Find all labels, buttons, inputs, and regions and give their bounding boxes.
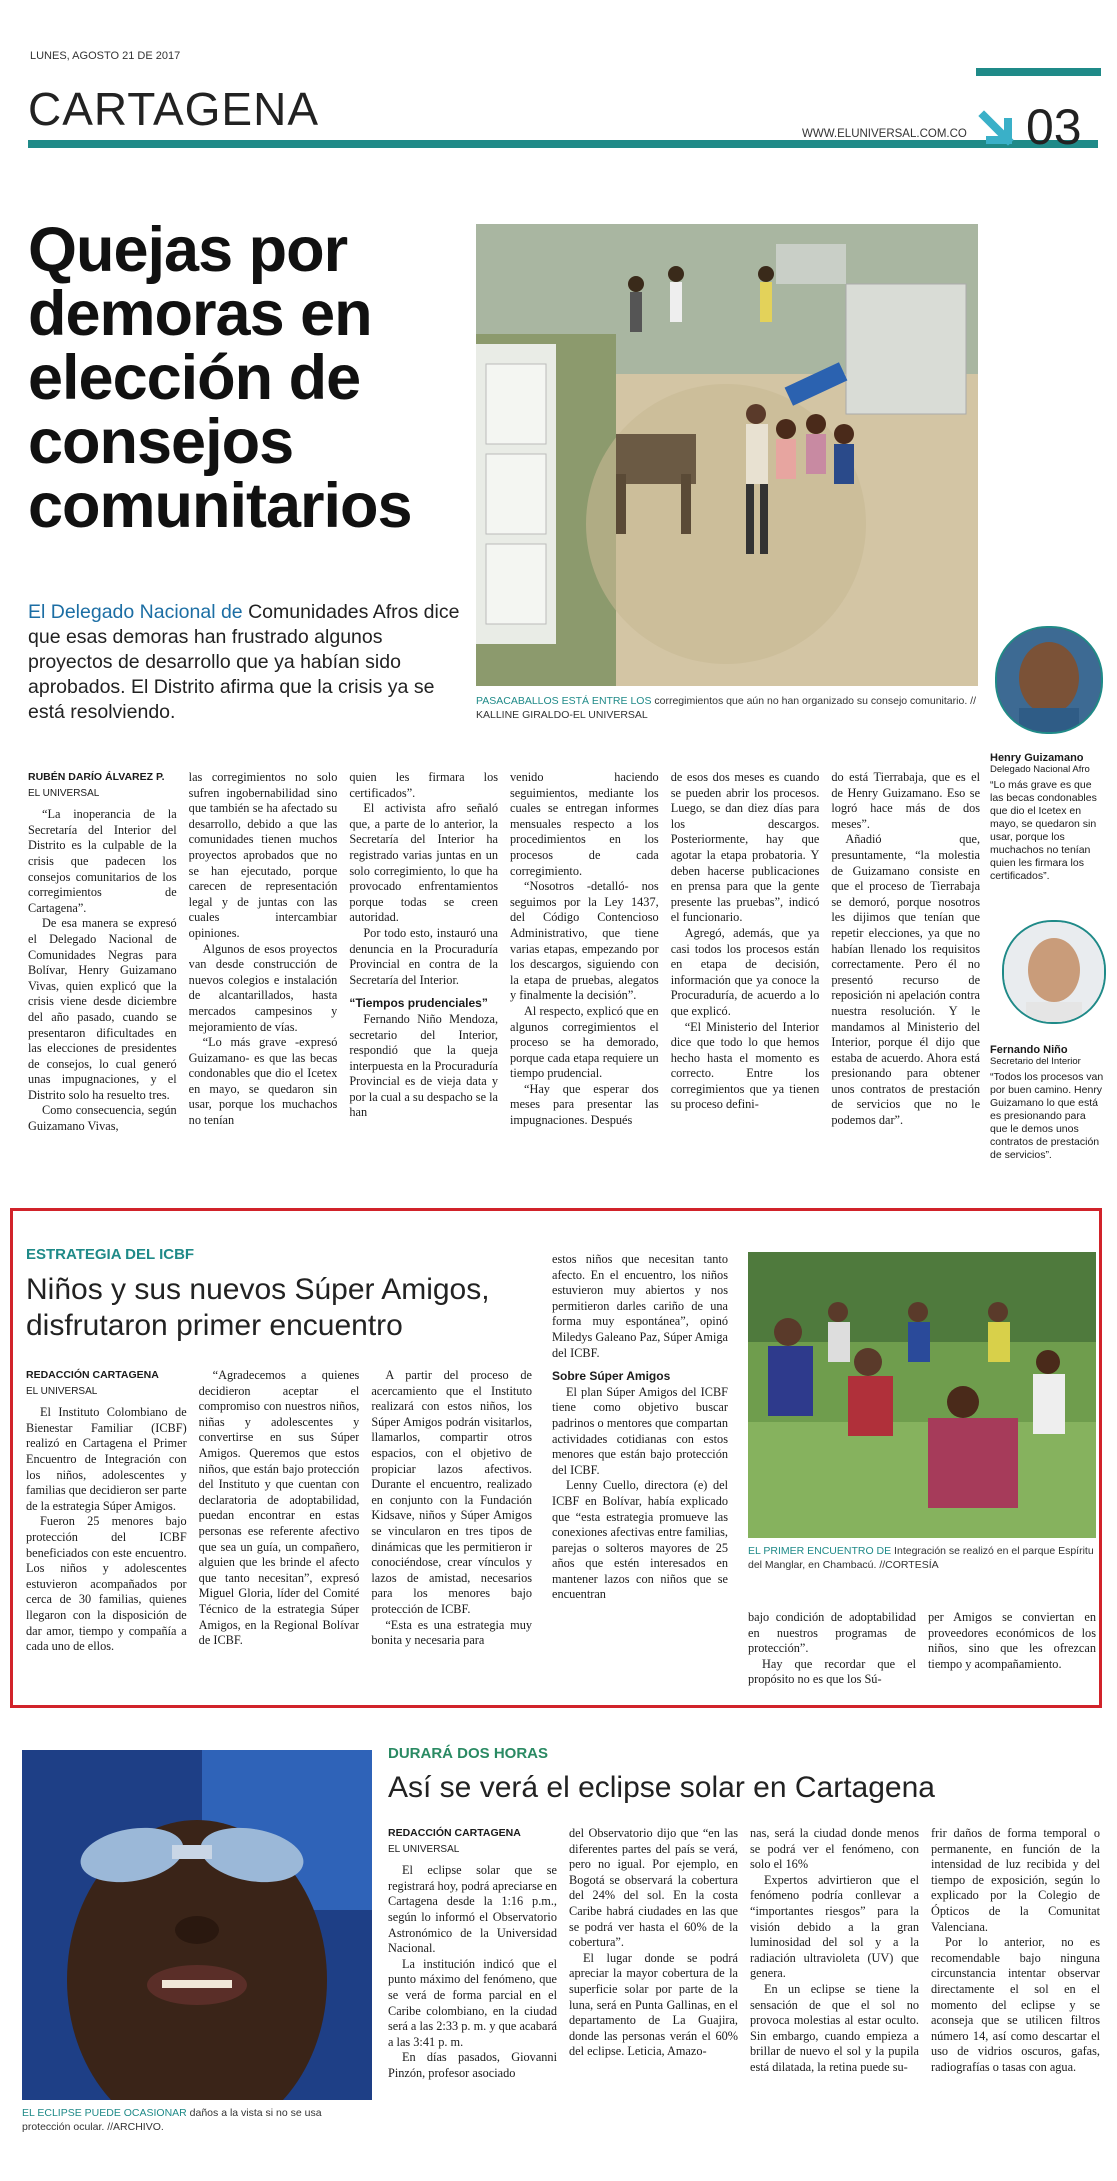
main-photo	[476, 224, 978, 686]
paragraph: “Hay que esperar dos meses para presentar las impugnaciones. Después	[510, 1081, 659, 1128]
icbf-col-4	[552, 1252, 728, 1603]
deck-rest: Comunidades Afros dice que esas demoras han frustrado algunos proyectos de desarrollo que ya habían sido aprobados. El Distrito afirma que la crisis ya se está resolviendo.	[28, 601, 460, 723]
main-headline: Quejas por demoras en elección de consejos comunitarios	[28, 215, 412, 541]
paragraph: Al respecto, explicó que en algunos corregimientos el proceso se ha demorado, porque cada etapa requiere un tiempo prudencial.	[510, 1003, 659, 1081]
paragraph: “El Ministerio del Interior dice que todo lo que hemos hecho hasta el momento es correcto. Entre los corregimientos que ya tienen su proceso defini-	[670, 1019, 820, 1112]
main-col-6	[831, 770, 980, 1190]
subhead: “Tiempos prudenciales”	[349, 996, 488, 1011]
sidebar-henry	[990, 752, 1105, 883]
sidebar-name: Fernando Niño	[990, 1044, 1068, 1056]
icbf-col-3	[371, 1368, 532, 1698]
paragraph: El Instituto Colombiano de Bienestar Familiar (ICBF) realizó en Cartagena el Primer Encuentro de Integración con los niños, adolescentes y familias que decidieron ser parte de la estrategia Súper Amigos.	[26, 1405, 187, 1513]
paragraph: Hay que recordar que el propósito no es que los Sú-	[748, 1656, 916, 1687]
paragraph: “Agradecemos a quienes decidieron aceptar el compromiso con nuestros niños, niñas y adolescentes y convertirse en sus Súper Amigos. Queremos que estos niños, que están bajo protección del Instituto y que cuentan con declaratoria de adoptabilidad, puedan encontrar en estas personas ese referente afectivo que sea un guía, un compañero, alguien que les brinde el afecto que tanto necesitan”, expresó Miguel Gloria, líder del Comité Técnico de la estrategia Súper Amigos, en la Regional Bolívar de ICBF.	[198, 1368, 360, 1648]
paragraph: Añadió que, presuntamente, “la molestia de Guizamano consiste en que el proceso de Tierrabaja se demoró, porque nosotros les dijimos que tenían que repetir elecciones, ya que no habían llenado los requisitos correctamente. Pero él no presentó recurso de reposición ni apelación contra nuestra resolución. Y le mandamos al Ministerio del Interior, porque él dijo que estaba de acuerdo. Ahora está presionando para obtener unos contratos de prestación de servicios que no le podemos dar”.	[831, 832, 981, 1128]
byline-sub: EL UNIVERSAL	[26, 1385, 98, 1397]
icbf-headline: Niños y sus nuevos Súper Amigos, disfrutaron primer encuentro	[26, 1273, 490, 1342]
byline: RUBÉN DARÍO ÁLVAREZ P.	[28, 771, 165, 783]
byline-sub: EL UNIVERSAL	[388, 1843, 460, 1855]
icbf-col-6	[928, 1610, 1096, 1700]
main-col-1	[28, 770, 177, 1190]
avatar	[1002, 920, 1106, 1024]
dateline: LUNES, AGOSTO 21 DE 2017	[30, 50, 181, 62]
page-number: 03	[1026, 99, 1082, 155]
paragraph: La institución indicó que el punto máximo del fenómeno, que se verá de forma parcial en el Caribe colombiano, en la ciudad será a las 2:33 p. m. y que acabará a las 3:41 p. m.	[388, 1956, 557, 2049]
eclipse-photo-caption	[22, 2106, 372, 2134]
paragraph: El activista afro señaló que, a parte de lo anterior, la Secretaría del Interior ha registrado varias juntas en un solo corregimiento, lo que ha provocado enfrentamientos porque todas se creen autoridad.	[349, 801, 499, 925]
paragraph: El eclipse solar que se registrará hoy, podrá apreciarse en Cartagena desde la 1:16 p.m., según lo informó el Observatorio Astronómico de la Universidad Nacional.	[388, 1863, 557, 1956]
caption-text: corregimientos que aún no han organizado su consejo comunitario. // KALLINE GIRALDO-EL UNIVERSAL	[476, 695, 976, 721]
byline-sub: EL UNIVERSAL	[28, 787, 100, 799]
paragraph: A partir del proceso de acercamiento que el Instituto realizará con estos niños, los Súper Amigos podrán visitarlos, llamarlos, compartir otros espacios, con el objetivo de propiciar lazos afectivos. Durante el encuentro, realizado en conjunto con la Fundación Kidsave, niños y Súper Amigos se vincularon en tres tipos de dinámicas que les permitieron ir conociéndose, crear vínculos y lazos de amistad, necesarios para los menores bajo protección de ICBF.	[371, 1368, 533, 1616]
paragraph: El lugar donde se podrá apreciar la mayor cobertura de la superficie solar por parte de la luna, será en Punta Gallinas, en el departamento de La Guajira, donde las personas verán el 60% del eclipse. Leticia, Amazo-	[569, 1950, 738, 2059]
caption-lead: PASACABALLOS ESTÁ ENTRE LOS	[476, 695, 652, 707]
paragraph: Fueron 25 menores bajo protección del ICBF beneficiados con este encuentro. Los niños y adolescentes estuvieron acompañados por cerca de 30 familias, quienes llegaron con la disposición de dar amor, tiempo y compañía a cada uno de ellos.	[26, 1514, 187, 1654]
paragraph: frir daños de forma temporal o permanente, en función de la intensidad de luz recibida y del tiempo de exposición, según lo explicado por la Colegio de Ópticos de la Comunitat Valenciana.	[931, 1826, 1100, 1934]
main-col-3	[349, 770, 498, 1190]
icbf-photo-caption	[748, 1544, 1096, 1572]
eclipse-col-1	[388, 1826, 557, 2162]
sidebar-role: Secretario del Interior	[990, 1056, 1081, 1067]
header-rule-top	[28, 140, 1098, 148]
paragraph: Como consecuencia, según Guizamano Vivas,	[28, 1103, 177, 1134]
icbf-body-right	[748, 1610, 1096, 1700]
paragraph: “Esta es una estrategia muy bonita y necesaria para	[371, 1617, 533, 1648]
paragraph: Por todo esto, instauró una denuncia en la Procuraduría Provincial en contra de la Secretaría del Interior.	[349, 925, 499, 987]
caption-lead: EL ECLIPSE PUEDE OCASIONAR	[22, 2107, 187, 2119]
eclipse-kicker: DURARÁ DOS HORAS	[388, 1745, 549, 1762]
paragraph: del Observatorio dijo que “en las diferentes partes del país se verá, pero no igual. Por ejemplo, en Bogotá se observará la cobertura del 24% del sol. En la costa Caribe habrá ciudades en las que se podrá ver hasta el 60% de la cobertura”.	[569, 1826, 738, 1950]
paragraph: bajo condición de adoptabilidad en nuestros programas de protección”.	[748, 1610, 916, 1656]
paragraph: per Amigos se conviertan en proveedores económicos de los niños, sino que les ofrezcan tiempo y acompañamiento.	[928, 1610, 1096, 1671]
paragraph: venido haciendo seguimientos, mediante los cuales se entregan informes mensuales respecto a los procedimientos en los procesos de cada corregimiento.	[510, 770, 659, 878]
paragraph: El plan Súper Amigos del ICBF tiene como objetivo buscar padrinos o mentores que compartan actividades cotidianas con estos menores que están bajo protección del ICBF.	[552, 1384, 728, 1477]
paragraph: De esa manera se expresó el Delegado Nacional de Comunidades Negras para Bolívar, Henry Guizamano Vivas, quien explicó que la crisis viene desde diciembre del año pasado, cuando se presentaron dificultades en las elecciones de presidentes de consejos, lo cual generó unas impugnaciones, y el Distrito solo ha resuelto tres.	[28, 916, 177, 1102]
sidebar-quote: “Lo más grave es que las becas condonables que dio el Icetex en mayo, se quedaron sin usar, porque los muchachos no tenían quien les firmara los certificados”.	[990, 779, 1097, 882]
paragraph: “La inoperancia de la Secretaría del Interior del Distrito es la culpable de la crisis que padecen los consejos comunitarios de los corregimientos de Cartagena”.	[28, 807, 177, 915]
sidebar-role: Delegado Nacional Afro	[990, 764, 1090, 775]
website[interactable]: WWW.ELUNIVERSAL.COM.CO	[802, 128, 967, 140]
eclipse-headline: Así se verá el eclipse solar en Cartagena	[388, 1771, 935, 1804]
paragraph: Agregó, además, que ya casi todos los procesos están en etapa de decisión, información que ya conoce la Procuraduría, de acuerdo a lo que explicó.	[670, 925, 820, 1018]
main-col-2	[189, 770, 338, 1190]
paragraph: En días pasados, Giovanni Pinzón, profesor asociado	[388, 2050, 557, 2080]
paragraph: do está Tierrabaja, que es el de Henry Guizamano. Eso se logró hace más de dos meses”.	[831, 770, 981, 831]
main-body	[28, 770, 980, 1190]
main-col-4	[510, 770, 659, 1190]
deck-lead: El Delegado Nacional de	[28, 601, 243, 623]
icbf-col-1	[26, 1368, 187, 1698]
paragraph: Algunos de esos proyectos van desde construcción de nuevos colegios e instalación de alcantarillados, hasta mercados campesinos y mejoramiento de vías.	[188, 941, 338, 1034]
icbf-photo	[748, 1252, 1096, 1538]
caption-text: daños a la vista si no se usa protección ocular. //ARCHIVO.	[22, 2107, 322, 2133]
section-title: CARTAGENA	[28, 83, 320, 135]
eclipse-col-2	[569, 1826, 738, 2162]
paragraph: de esos dos meses es cuando se pueden abrir los procesos. Luego, se dan diez días para los descargos. Posteriormente, hay que agotar la etapa probatoria. Y deben hacerse publicaciones en prensa para que la gente presente las pruebas”, indicó el funcionario.	[670, 770, 820, 925]
avatar	[995, 626, 1103, 734]
sidebar-name: Henry Guizamano	[990, 752, 1084, 764]
eclipse-col-4	[931, 1826, 1100, 2162]
icbf-col-5	[748, 1610, 916, 1700]
paragraph: las corregimientos no solo sufren ingobernabilidad sino que también se ha afectado su desarrollo, debido a que las comunidades tienen muchos proyectos aprobados que no se han ejecutado, porque carecen de representación legal y de juntas con las cuales intercambiar opiniones.	[188, 770, 338, 940]
caption-text: Integración se realizó en el parque Espíritu del Manglar, en Chambacú. //CORTESÍA	[748, 1545, 1094, 1571]
byline: REDACCIÓN CARTAGENA	[388, 1827, 521, 1839]
icbf-col-2	[199, 1368, 360, 1698]
arrow-icon	[978, 110, 1016, 148]
icbf-body-left	[26, 1368, 532, 1698]
paragraph: “Nosotros -detalló- nos seguimos por la Ley 1437, del Código Contencioso Administrativo, que tiene varias etapas, empezando por los descargos, siguiendo con la etapa de pruebas, alegatos y finalmente la decisión”.	[510, 879, 659, 1003]
paragraph: Por lo anterior, no es recomendable bajo ninguna circunstancia intentar observar directamente el sol en el momento del eclipse y se aconseja que se utilicen filtros número 14, así como descartar el uso de vidrios oscuros, gafas, radiografías o tasas con agua.	[931, 1935, 1100, 2074]
main-photo-caption	[476, 694, 976, 722]
icbf-body-mid	[552, 1252, 728, 1698]
eclipse-col-3	[750, 1826, 919, 2162]
sidebar-quote: “Todos los procesos van por buen camino. Henry Guizamano lo que está es presionando para que le demos unos contratos de prestación de servicios”.	[990, 1071, 1104, 1161]
paragraph: Lenny Cuello, directora (e) del ICBF en Bolívar, había explicado que “esta estrategia promueve las conexiones afectivas entre familias, parejas o solteros mayores de 25 años que estén interesados en mantener lazos con niños que se encuentran	[552, 1478, 728, 1602]
paragraph: estos niños que necesitan tanto afecto. En el encuentro, los niños estuvieron muy abiertos y nos permitieron darles cariño de una forma muy espontánea”, opinó Miledys Galeano Paz, Súper Amiga del ICBF.	[552, 1252, 728, 1360]
icbf-kicker: ESTRATEGIA DEL ICBF	[26, 1246, 195, 1263]
subhead: Sobre Súper Amigos	[552, 1369, 671, 1384]
paragraph: Fernando Niño Mendoza, secretario del Interior, respondió que la queja interpuesta en la Procuraduría Provincial es de vieja data y por la cual a su despacho se la han	[349, 1011, 499, 1120]
byline: REDACCIÓN CARTAGENA	[26, 1369, 159, 1381]
sidebar-fernando	[990, 1044, 1105, 1162]
paragraph: “Lo más grave -expresó Guizamano- es que las becas condonables que dio el Icetex en mayo, se quedaron sin usar, porque los muchachos no tenían	[188, 1035, 338, 1128]
header-rule-accent	[976, 68, 1101, 76]
paragraph: quien les firmara los certificados”.	[349, 770, 499, 800]
caption-lead: EL PRIMER ENCUENTRO DE	[748, 1545, 892, 1557]
paragraph: Expertos advirtieron que el fenómeno podría conllevar a “importantes riesgos” para la visión debido a la gran luminosidad del sol y a la radiación ultravioleta (UV) que genera.	[750, 1872, 919, 1981]
paragraph: En un eclipse se tiene la sensación de que el sol no provoca molestias al estar oculto. Sin embargo, cuando empieza a brillar de nuevo el sol y la pupila está dilatada, la retina puede su-	[750, 1981, 919, 2074]
eclipse-photo	[22, 1750, 372, 2100]
eclipse-body	[388, 1826, 1100, 2162]
main-col-5	[671, 770, 820, 1190]
paragraph: nas, será la ciudad donde menos se podrá ver el fenómeno, con solo el 16%	[750, 1826, 919, 1872]
main-deck	[28, 600, 468, 725]
